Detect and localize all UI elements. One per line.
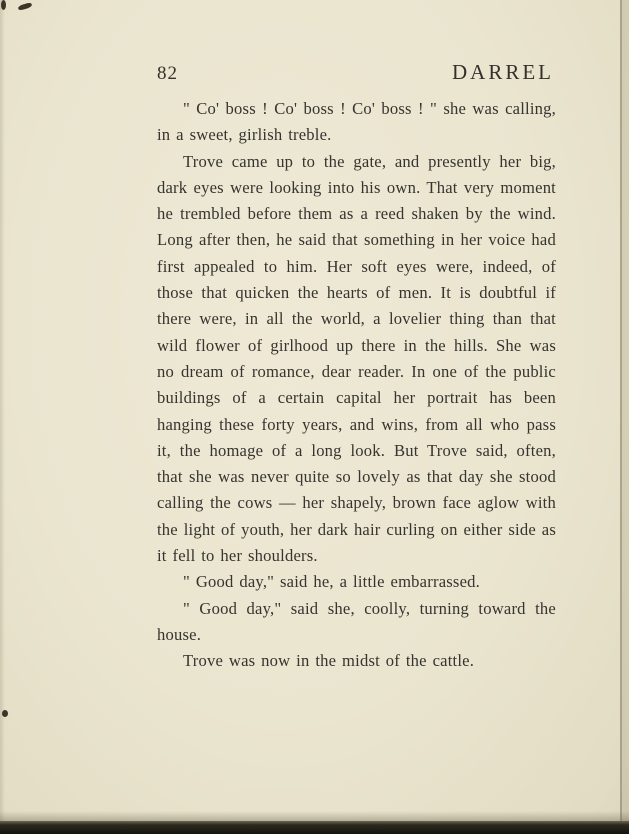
paragraph-dialogue-co-boss: " Co' boss ! Co' boss ! Co' boss ! " she was calling, in a sweet, girlish treble.	[157, 99, 556, 145]
page-bottom-shade	[0, 811, 629, 821]
paragraph-good-day-she: " Good day," said she, coolly, turning toward the house.	[157, 598, 556, 644]
page-bottom-edge	[0, 821, 629, 834]
paragraph-trove-cattle: Trove was now in the midst of the cattle.	[183, 651, 475, 671]
scan-artifact	[18, 2, 33, 11]
page-body-text	[157, 96, 556, 675]
scan-artifact	[1, 0, 6, 10]
scan-artifact	[2, 710, 8, 717]
page-header	[157, 60, 554, 85]
page-number: 82	[157, 63, 178, 84]
paragraph-good-day-he: " Good day," said he, a little embarrassed.	[183, 572, 480, 592]
paragraph-trove-gate: Trove came up to the gate, and presently her big, dark eyes were looking into his own. That very moment he trembled before them as a reed shaken by the wind. Long after then, he said that something in her voice had first appealed to him. Her soft eyes were, indeed, of those that quicken the hearts of men. It is doubtful if there were, in all the world, a lovelier thing than that wild flower of girlhood up there in the hills. She was no dream of romance, dear reader. In one of the public buildings of a certain capital her portrait has been hanging these forty years, and wins, from all who pass it, the homage of a long look. But Trove said, often, that she was never quite so lovely as that day she stood calling the cows — her shapely, brown face aglow with the light of youth, her dark hair curling on either side as it fell to her shoulders.	[157, 151, 556, 566]
page-right-edge-line	[620, 0, 622, 834]
page-left-edge-shade	[0, 0, 5, 834]
running-title: DARREL	[452, 60, 554, 84]
page-right-edge-shade	[622, 0, 629, 834]
